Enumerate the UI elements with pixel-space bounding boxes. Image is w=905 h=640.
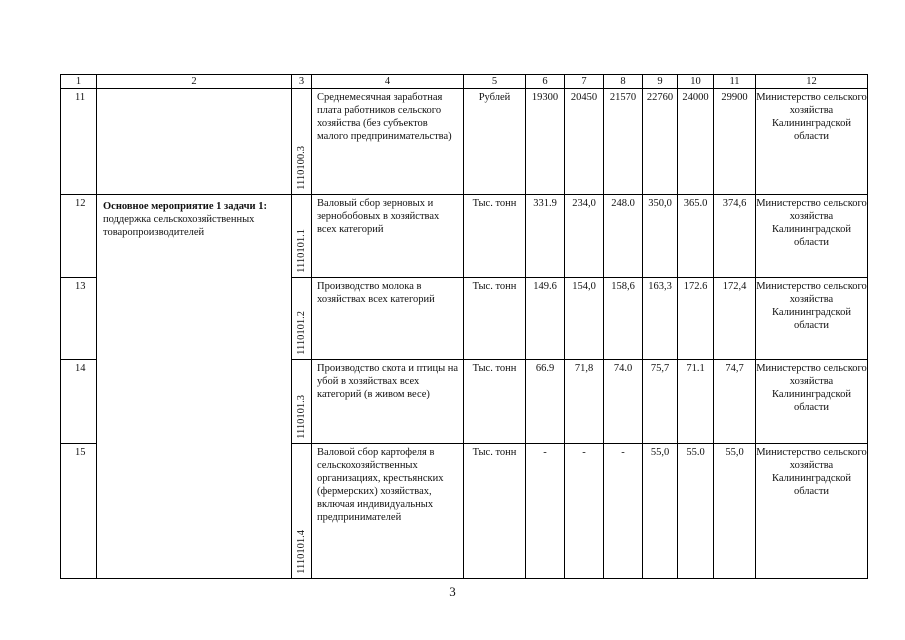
indicator-name: Валовой сбор картофеля в сельскохозяйственных организациях, крестьянских (фермерских) хозяйствах, включая индивидуальных предпринимателей [312, 444, 464, 579]
value-cell: 172,4 [714, 278, 756, 360]
main-event-cell [97, 195, 292, 579]
value-cell: 66.9 [526, 360, 565, 444]
header-cell: 11 [714, 75, 756, 89]
event-cell [97, 89, 292, 195]
value-cell: 158,6 [604, 278, 643, 360]
indicator-name: Валовый сбор зерновых и зернобобовых в хозяйствах всех категорий [312, 195, 464, 278]
header-cell: 10 [678, 75, 714, 89]
value-cell: 234,0 [565, 195, 604, 278]
header-cell: 5 [464, 75, 526, 89]
value-cell: 163,3 [643, 278, 678, 360]
indicator-code: 1110101.2 [296, 311, 307, 355]
ministry-cell: Министерство сельского хозяйства Калининградской области [756, 89, 868, 195]
value-cell: - [565, 444, 604, 579]
indicator-name: Производство скота и птицы на убой в хозяйствах всех категорий (в живом весе) [312, 360, 464, 444]
header-cell: 7 [565, 75, 604, 89]
ministry-cell: Министерство сельского хозяйства Калининградской области [756, 360, 868, 444]
header-cell: 9 [643, 75, 678, 89]
page-number: 3 [449, 584, 456, 599]
code-cell [292, 444, 312, 579]
value-cell: 71.1 [678, 360, 714, 444]
value-cell: - [604, 444, 643, 579]
indicator-code: 1110101.1 [296, 229, 307, 273]
value-cell: 71,8 [565, 360, 604, 444]
value-cell: 350,0 [643, 195, 678, 278]
unit-cell: Тыс. тонн [464, 278, 526, 360]
row-number: 12 [61, 195, 97, 278]
header-cell: 1 [61, 75, 97, 89]
header-row [61, 75, 868, 89]
value-cell: 29900 [714, 89, 756, 195]
unit-cell: Тыс. тонн [464, 360, 526, 444]
value-cell: 172.6 [678, 278, 714, 360]
value-cell: 149.6 [526, 278, 565, 360]
main-event-text: поддержка сельскохозяйственных товаропроизводителей [103, 214, 255, 238]
row-number: 15 [61, 444, 97, 579]
header-cell: 4 [312, 75, 464, 89]
unit-cell: Рублей [464, 89, 526, 195]
ministry-cell: Министерство сельского хозяйства Калининградской области [756, 278, 868, 360]
header-cell: 8 [604, 75, 643, 89]
code-cell [292, 89, 312, 195]
indicator-code: 1110100.3 [296, 146, 307, 190]
value-cell: 365.0 [678, 195, 714, 278]
main-event-title: Основное мероприятие 1 задачи 1: [103, 201, 267, 212]
value-cell: 20450 [565, 89, 604, 195]
header-cell: 2 [97, 75, 292, 89]
value-cell: 248.0 [604, 195, 643, 278]
value-cell: 22760 [643, 89, 678, 195]
ministry-cell: Министерство сельского хозяйства Калининградской области [756, 444, 868, 579]
row-number: 14 [61, 360, 97, 444]
header-cell: 12 [756, 75, 868, 89]
code-cell [292, 195, 312, 278]
unit-cell: Тыс. тонн [464, 444, 526, 579]
value-cell: 331.9 [526, 195, 565, 278]
indicator-code: 1110101.4 [296, 530, 307, 574]
value-cell: 74,7 [714, 360, 756, 444]
table-row [61, 195, 868, 278]
code-cell [292, 278, 312, 360]
value-cell: 55,0 [643, 444, 678, 579]
value-cell: 374,6 [714, 195, 756, 278]
header-cell: 6 [526, 75, 565, 89]
value-cell: 154,0 [565, 278, 604, 360]
header-cell: 3 [292, 75, 312, 89]
value-cell: 55.0 [678, 444, 714, 579]
indicators-table [60, 74, 868, 579]
value-cell: 19300 [526, 89, 565, 195]
value-cell: 21570 [604, 89, 643, 195]
table-row [61, 89, 868, 195]
indicator-code: 1110101.3 [296, 395, 307, 439]
value-cell: 74.0 [604, 360, 643, 444]
value-cell: 55,0 [714, 444, 756, 579]
row-number: 13 [61, 278, 97, 360]
value-cell: - [526, 444, 565, 579]
code-cell [292, 360, 312, 444]
ministry-cell: Министерство сельского хозяйства Калининградской области [756, 195, 868, 278]
value-cell: 24000 [678, 89, 714, 195]
row-number: 11 [61, 89, 97, 195]
unit-cell: Тыс. тонн [464, 195, 526, 278]
value-cell: 75,7 [643, 360, 678, 444]
indicator-name: Среднемесячная заработная плата работников сельского хозяйства (без субъектов малого предпринимательства) [312, 89, 464, 195]
indicator-name: Производство молока в хозяйствах всех категорий [312, 278, 464, 360]
